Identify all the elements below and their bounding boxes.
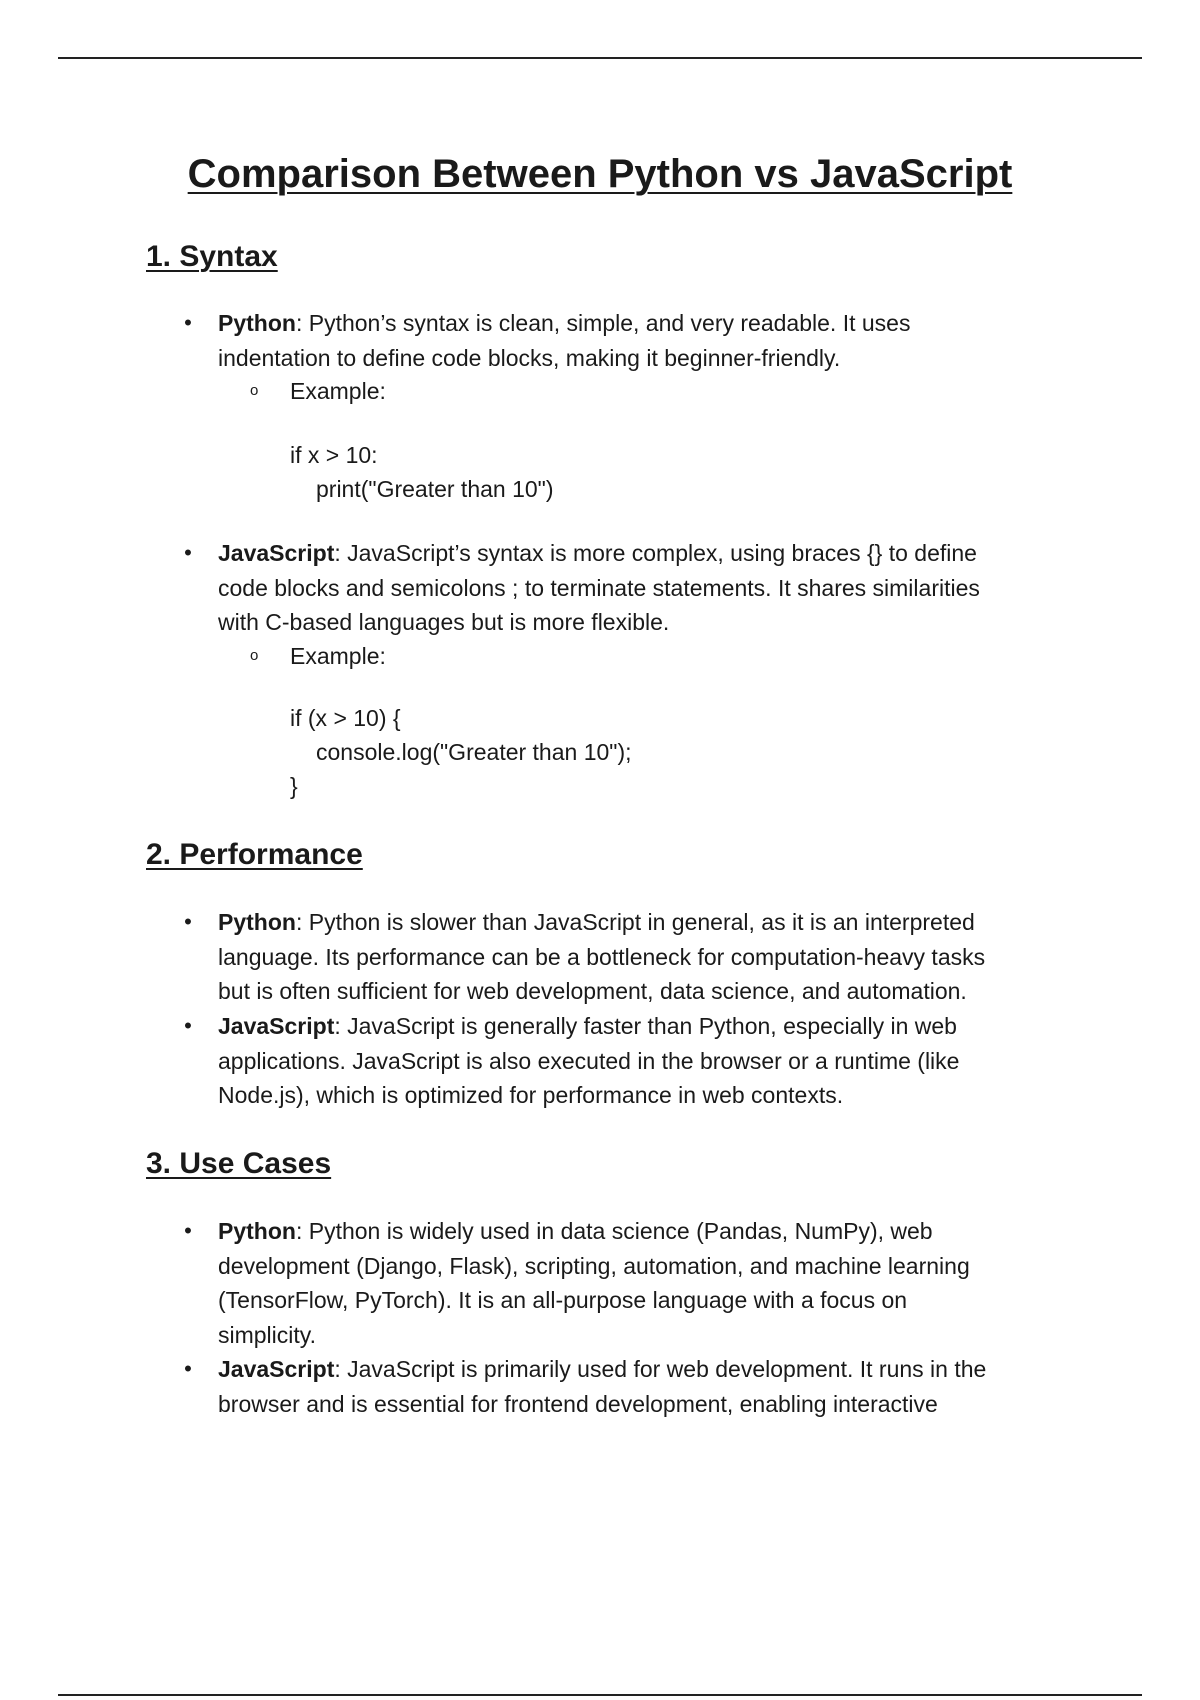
list-item-javascript-use-cases — [178, 1352, 1098, 1421]
description-line: Python’s syntax is clean, simple, and very readable. It uses — [308, 310, 911, 336]
term-label: JavaScript — [218, 1356, 335, 1382]
term-label: Python — [218, 909, 296, 935]
description-line: JavaScript’s syntax is more complex, using braces {} to define — [347, 540, 977, 566]
description-line: simplicity. — [218, 1321, 316, 1348]
section-heading-syntax: 1. Syntax — [146, 240, 278, 273]
description-line: but is often sufficient for web development, data science, and automation. — [218, 978, 967, 1004]
list-item-javascript-syntax — [178, 536, 1098, 640]
code-line: console.log("Greater than 10"); — [316, 739, 632, 765]
term-label: Python — [218, 310, 296, 336]
list-item-javascript-performance — [178, 1009, 1098, 1113]
list-item-text: JavaScript: JavaScript’s syntax is more complex, using braces {} to define code blocks and semicolons ; to terminate statements. It shares similarities with C-based languages but is more flexible. — [218, 540, 980, 635]
sub-bullet-marker: o — [250, 382, 259, 399]
bullet-marker: • — [184, 1356, 192, 1381]
description-line: (TensorFlow, PyTorch). It is an all-purpose language with a focus on — [218, 1287, 908, 1313]
description-line: JavaScript is primarily used for web development. It runs in the — [347, 1356, 987, 1382]
list-item-python-performance — [178, 905, 1098, 1009]
code-line: } — [290, 773, 298, 799]
list-item-text: JavaScript: JavaScript is generally faster than Python, especially in web applications. JavaScript is also executed in the browser or a runtime (like Node.js), which is optimized for performance in web contexts. — [218, 1013, 960, 1108]
term-label: Python — [218, 1218, 296, 1244]
description-line: indentation to define code blocks, making it beginner-friendly. — [218, 344, 841, 371]
description-line: language. Its performance can be a bottleneck for computation-heavy tasks — [218, 943, 986, 970]
sub-item-example — [250, 639, 386, 674]
bullet-marker: • — [184, 909, 192, 934]
description-line: with C-based languages but is more flexible. — [218, 609, 670, 635]
description-line: applications. JavaScript is also executed in the browser or a runtime (like — [218, 1047, 960, 1074]
sub-bullet-marker: o — [250, 647, 259, 664]
bullet-marker: • — [184, 310, 192, 335]
list-item-python-syntax — [178, 306, 1098, 375]
section-heading-performance: 2. Performance — [146, 838, 363, 871]
bottom-rule — [58, 1694, 1142, 1696]
description-line: Node.js), which is optimized for performance in web contexts. — [218, 1082, 844, 1108]
list-item-python-use-cases — [178, 1214, 1098, 1352]
example-label: Example: — [290, 643, 386, 669]
list-item-text: Python: Python is widely used in data science (Pandas, NumPy), web development (Django, Flask), scripting, automation, and machine learning (TensorFlow, PyTorch). It is an all-purpose language with a focus on simplicity. — [218, 1218, 970, 1348]
description-line: Python is widely used in data science (Pandas, NumPy), web — [308, 1218, 933, 1244]
top-rule — [58, 57, 1142, 59]
bullet-marker: • — [184, 1013, 192, 1038]
document-title: Comparison Between Python vs JavaScript — [187, 152, 1013, 196]
term-label: JavaScript — [218, 540, 335, 566]
description-line: JavaScript is generally faster than Python, especially in web — [347, 1013, 957, 1039]
description-line: Python is slower than JavaScript in general, as it is an interpreted — [308, 909, 975, 935]
description-line: code blocks and semicolons ; to terminate statements. It shares similarities — [218, 574, 980, 601]
code-line: print("Greater than 10") — [316, 476, 554, 502]
list-item-text: Python: Python is slower than JavaScript in general, as it is an interpreted language. Its performance can be a bottleneck for computation-heavy tasks but is often sufficient for web development, data science, and automation. — [218, 909, 986, 1004]
example-label: Example: — [290, 378, 386, 404]
description-line: development (Django, Flask), scripting, automation, and machine learning — [218, 1252, 970, 1279]
bullet-marker: • — [184, 1218, 192, 1243]
term-label: JavaScript — [218, 1013, 335, 1039]
code-line: if (x > 10) { — [290, 705, 401, 731]
description-line: browser and is essential for frontend development, enabling interactive — [218, 1390, 938, 1417]
list-item-text: Python: Python’s syntax is clean, simple, and very readable. It uses indentation to define code blocks, making it beginner-friendly. — [218, 310, 911, 371]
code-line: if x > 10: — [290, 442, 378, 468]
sub-item-example — [250, 374, 386, 409]
list-item-text: JavaScript: JavaScript is primarily used for web development. It runs in the browser and is essential for frontend development, enabling interactive — [218, 1356, 987, 1417]
section-heading-use-cases: 3. Use Cases — [146, 1147, 332, 1180]
bullet-marker: • — [184, 540, 192, 565]
